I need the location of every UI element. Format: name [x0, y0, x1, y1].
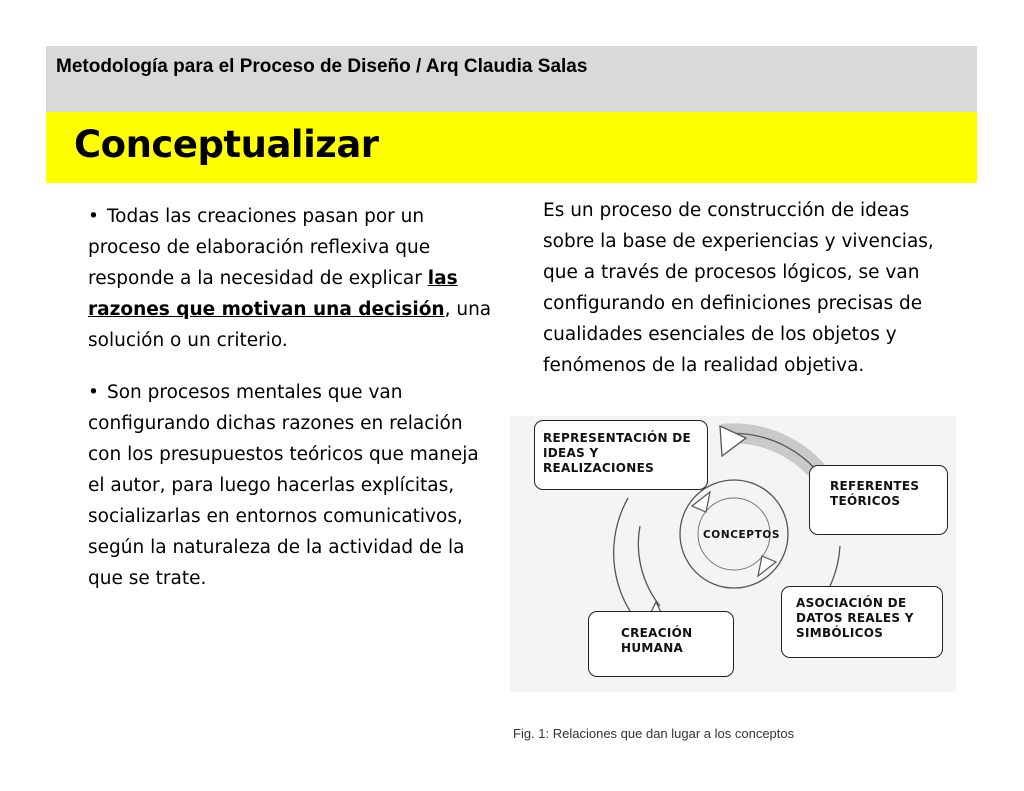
- box-referentes: REFERENTES TEÓRICOS: [809, 465, 948, 535]
- bullet-item-1: [88, 201, 500, 356]
- header-subtitle: Metodología para el Proceso de Diseño / Arq Claudia Salas: [56, 56, 588, 77]
- left-column: [88, 201, 500, 615]
- box-representacion: REPRESENTACIÓN DE IDEAS Y REALIZACIONES: [534, 420, 708, 490]
- header-bar: [46, 46, 977, 112]
- figure-caption: Fig. 1: Relaciones que dan lugar a los conceptos: [513, 726, 795, 741]
- box-asociacion: ASOCIACIÓN DE DATOS REALES Y SIMBÓLICOS: [781, 586, 943, 658]
- bullet1-text-start: Todas las creaciones pasan por un proceso de elaboración reflexiva que responde a la necesidad de explicar: [88, 206, 431, 289]
- page-title: Conceptualizar: [74, 123, 379, 166]
- concept-diagram: [510, 416, 956, 692]
- bullet-icon: •: [88, 206, 99, 227]
- bullet2-text: Son procesos mentales que van configurando dichas razones en relación con los presupuestos teóricos que maneja el autor, para luego hacerlas explícitas, socializarlas en entornos comunicativos, según la naturaleza de la actividad de la que se trate.: [88, 382, 479, 589]
- box-creacion: CREACIÓN HUMANA: [588, 611, 734, 677]
- title-bar: [46, 112, 977, 183]
- definition-paragraph: Es un proceso de construcción de ideas sobre la base de experiencias y vivencias, que a través de procesos lógicos, se van configurando en definiciones precisas de cualidades esenciales de los objetos y fenómenos de la realidad objetiva.: [543, 200, 934, 376]
- bullet-item-2: [88, 377, 500, 594]
- bullet1-emphasis: las razones que motivan una decisión: [88, 268, 458, 320]
- bullet-icon: •: [88, 382, 99, 403]
- bullet1-text-end: , una solución o un criterio.: [88, 299, 492, 351]
- concepts-label: CONCEPTOS: [703, 529, 781, 541]
